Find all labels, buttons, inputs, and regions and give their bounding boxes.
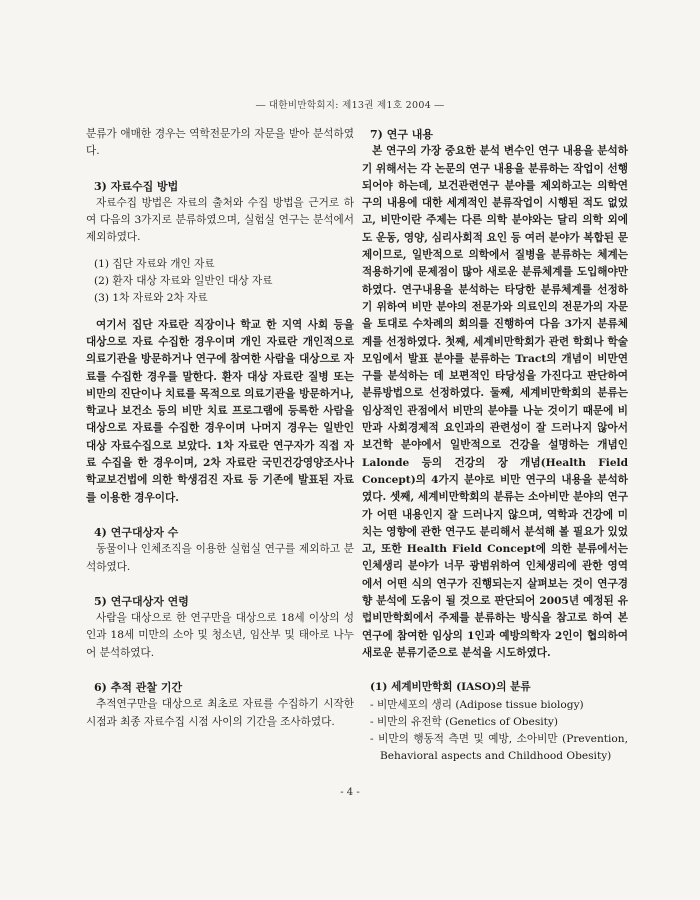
list-item: (2) 환자 대상 자료와 일반인 대상 자료 (94, 275, 273, 288)
list-item: (3) 1차 자료와 2차 자료 (94, 292, 208, 305)
section-heading: 4) 연구대상자 수 (94, 525, 179, 539)
section-heading: 7) 연구 내용 (370, 128, 434, 141)
paragraph: 추적연구만을 대상으로 최초로 자료를 수집하기 시작한 시점과 최종 자료수집 시점 사이의 기간을 조사하였다. (86, 698, 354, 728)
paragraph: 동물이나 인체조직을 이용한 실험실 연구를 제외하고 분석하였다. (86, 543, 354, 573)
list-item: - 비만세포의 생리 (Adipose tissue biology) (370, 698, 584, 711)
paragraph: 사람을 대상으로 한 연구만을 대상으로 18세 이상의 성인과 18세 미만의 소아 및 청소년, 임산부 및 태아로 나누어 분석하였다. (86, 612, 354, 659)
section-heading: 5) 연구대상자 연령 (94, 594, 189, 608)
list-item: - 비만의 유전학 (Genetics of Obesity) (370, 715, 559, 728)
list-item: - 비만의 행동적 측면 및 예방, 소아비만 (Prevention, Behavioral aspects and Childhood Obesity) (370, 733, 628, 763)
page-number: - 4 - (340, 787, 360, 798)
paragraph: 본 연구의 가장 중요한 분석 변수인 연구 내용을 분석하기 위해서는 각 논문의 연구 내용을 분류하는 작업이 선행되어야 하는데, 보건관련연구 분야를 제외하고는 의학연구의 내용에 대한 세계적인 분류작업이 시행된 적도 없었고, 비만이란 주제는 다른 의학 분야와는 달리 의학 외에도 운동, 영양, 심리사회적 요인 등 여러 분야가 복합된 문제이므로, 일반적으로 의학에서 질병을 분류하는 체계는 적용하기에 문제점이 많아 새로운 분류체계를 도입해야만 하였다. 연구내용을 분석하는 타당한 분류체계를 선정하기 위하여 비만 분야의 전문가와 의료인의 전문가의 자문을 토대로 수차례의 회의를 진행하여 다음 3가지 분류체계를 선정하였다. 첫째, 세계비만학회가 관련 학회나 학술모임에서 발표 분야를 분류하는 Tract의 개념이 비만연구를 분석하는 데 보편적인 타당성을 가진다고 판단하여 분류방법으로 선정하였다. 둘째, 세계비만학회의 분류는 임상적인 관점에서 비만의 분야를 나눈 것이기 때문에 비만과 사회경제적 요인과의 관련성이 잘 드러나지 않아서 보건학 분야에서 일반적으로 건강을 설명하는 개념인 Lalonde 등의 건강의 장 개념(Health Field Concept)의 4가지 분야로 비만 연구의 내용을 분석하였다. 셋째, 세계비만학회의 분류는 소아비만 분야의 연구가 어떤 내용인지 잘 드러나지 않으며, 역학과 건강에 미치는 영향에 관한 연구도 분리해서 분석해 볼 필요가 있었고, 또한 Health Field Concept에 의한 분류에서는 인체생리 분야가 너무 광범위하여 인체생리에 관한 영역에서 어떤 식의 연구가 진행되는지 살펴보는 것이 연구경향 분석에 도움이 될 것으로 판단되어 2005년 예정된 유럽비만학회에서 주제를 분류하는 방식을 참고로 하여 본 연구에 참여한 임상의 1인과 예방의학자 2인이 협의하여 새로운 분류기준으로 분석을 시도하였다. (362, 145, 628, 659)
section-heading: 6) 추적 관찰 기간 (94, 681, 183, 695)
criteria-list (94, 256, 354, 308)
paragraph: 여기서 집단 자료란 직장이나 학교 한 지역 사회 등을 대상으로 자료 수집한 경우이며 개인 자료란 개인적으로 의료기관을 방문하거나 연구에 참여한 사람을 대상으로 자료를 수집한 경우를 말한다. 환자 대상 자료란 질병 또는 비만의 진단이나 치료를 목적으로 의료기관을 방문하거나, 학교나 보건소 등의 비만 치료 프로그램에 등록한 사람을 대상으로 자료를 수집한 경우이며 나머지 경우는 일반인 대상 자료수집으로 보았다. 1차 자료란 연구자가 직접 자료 수집을 한 경우이며, 2차 자료란 국민건강영양조사나 학교보건법에 의한 학생검진 자료 등 기존에 발표된 자료를 이용한 경우이다. (86, 318, 354, 504)
running-header: ― 대한비만학회지: 제13권 제1호 2004 ― (255, 100, 445, 111)
paragraph: 분류가 애매한 경우는 역학전문가의 자문을 받아 분석하였다. (86, 128, 354, 158)
paragraph: 자료수집 방법은 자료의 출처와 수집 방법을 근거로 하여 다음의 3가지로 분류하였으며, 실험실 연구는 분석에서 제외하였다. (86, 196, 354, 244)
iaso-classification-list (370, 697, 628, 766)
section-heading: 3) 자료수집 방법 (94, 179, 179, 193)
left-column (86, 126, 354, 731)
list-item: (1) 집단 자료와 개인 자료 (94, 257, 215, 270)
right-column (362, 126, 628, 766)
subsection-heading: (1) 세계비만학회 (IASO)의 분류 (370, 681, 531, 694)
